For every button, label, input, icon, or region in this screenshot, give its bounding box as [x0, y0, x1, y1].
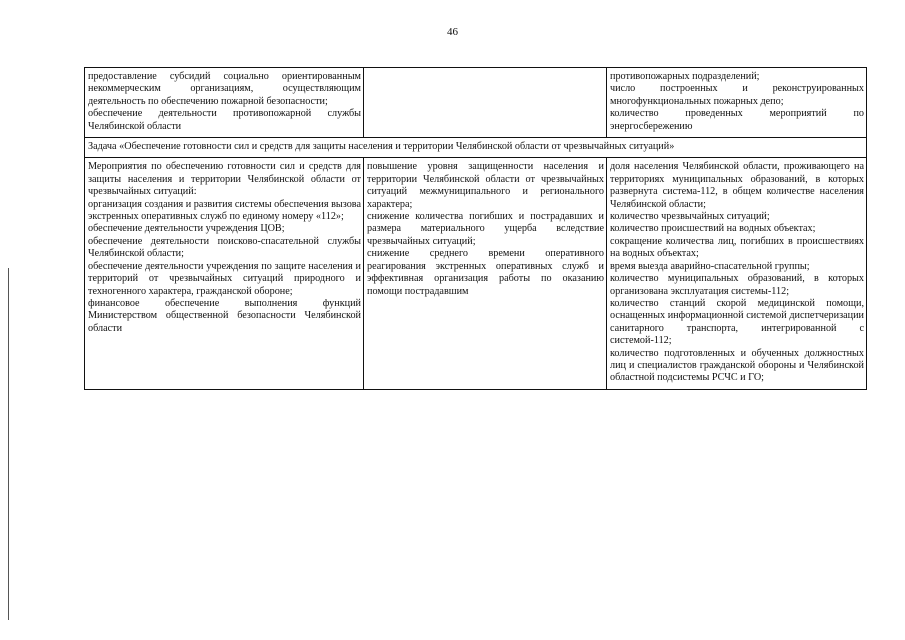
list-item: время выезда аварийно-спасательной группы;: [610, 260, 810, 272]
list-item: количество чрезвычайных ситуаций;: [610, 211, 770, 223]
page-number: 46: [447, 26, 458, 38]
indicators-cell: [607, 158, 867, 389]
list-item: количество происшествий на водных объектах;: [610, 223, 816, 235]
list-item: организация создания и развития системы обеспечения вызова экстренных оперативных служб по единому номеру «112»;: [88, 198, 361, 223]
indicators-cell: [607, 68, 867, 138]
results-cell: [364, 158, 607, 389]
results-cell: [364, 68, 607, 138]
list-item: Мероприятия по обеспечению готовности сил и средств для защиты населения и территории Челябинской области от чрезвычайных ситуаций:: [88, 161, 361, 198]
list-item: обеспечение деятельности поисково-спасательной службы Челябинской области;: [88, 235, 361, 260]
table-row: [85, 158, 867, 389]
table-row: [85, 138, 867, 158]
list-item: количество проведенных мероприятий по энергосбережению: [610, 108, 864, 132]
table-row: [85, 68, 867, 138]
list-item: сокращение количества лиц, погибших в происшествиях на водных объектах;: [610, 235, 864, 260]
scan-edge-line: [8, 268, 9, 620]
task-title: Задача «Обеспечение готовности сил и средств для защиты населения и территории Челябинской области от чрезвычайных ситуаций»: [85, 138, 867, 158]
program-table: [84, 67, 867, 390]
list-item: количество подготовленных и обученных должностных лиц и специалистов гражданской обороны и Челябинской областной подсистемы РСЧС и ГО;: [610, 347, 864, 384]
list-item: обеспечение деятельности противопожарной службы Челябинской области: [88, 108, 361, 132]
list-item: снижение среднего времени оперативного реагирования экстренных оперативных служб и эффективная организация работы по оказанию помощи пострадавшим: [367, 248, 604, 297]
list-item: доля населения Челябинской области, проживающего на территориях муниципальных образований, в которых развернута система-112, в общем количестве населения Челябинской области;: [610, 161, 864, 210]
measures-cell: [85, 68, 364, 138]
list-item: противопожарных подразделений;: [610, 71, 760, 82]
list-item: количество станций скорой медицинской помощи, оснащенных информационной системой диспетчеризации санитарного транспорта, интегрированной с системой-112;: [610, 297, 864, 347]
measures-cell: [85, 158, 364, 389]
list-item: количество муниципальных образований, в которых организована эксплуатация системы-112;: [610, 273, 864, 297]
list-item: обеспечение деятельности учреждения по защите населения и территорий от чрезвычайных ситуаций природного и техногенного характера, гражданской обороне;: [88, 260, 361, 297]
list-item: финансовое обеспечение выполнения функций Министерством общественной безопасности Челябинской области: [88, 297, 361, 334]
list-item: число построенных и реконструированных многофункциональных пожарных депо;: [610, 83, 864, 107]
list-item: снижение количества погибших и пострадавших и размера материального ущерба вследствие чрезвычайных ситуаций;: [367, 211, 604, 247]
list-item: обеспечение деятельности учреждения ЦОВ;: [88, 223, 285, 235]
list-item: предоставление субсидий социально ориентированным некоммерческим организациям, осуществляющим деятельность по обеспечению пожарной безопасности;: [88, 71, 361, 107]
list-item: повышение уровня защищенности населения и территории Челябинской области от чрезвычайных ситуаций межмуниципального и регионального характера;: [367, 161, 604, 210]
